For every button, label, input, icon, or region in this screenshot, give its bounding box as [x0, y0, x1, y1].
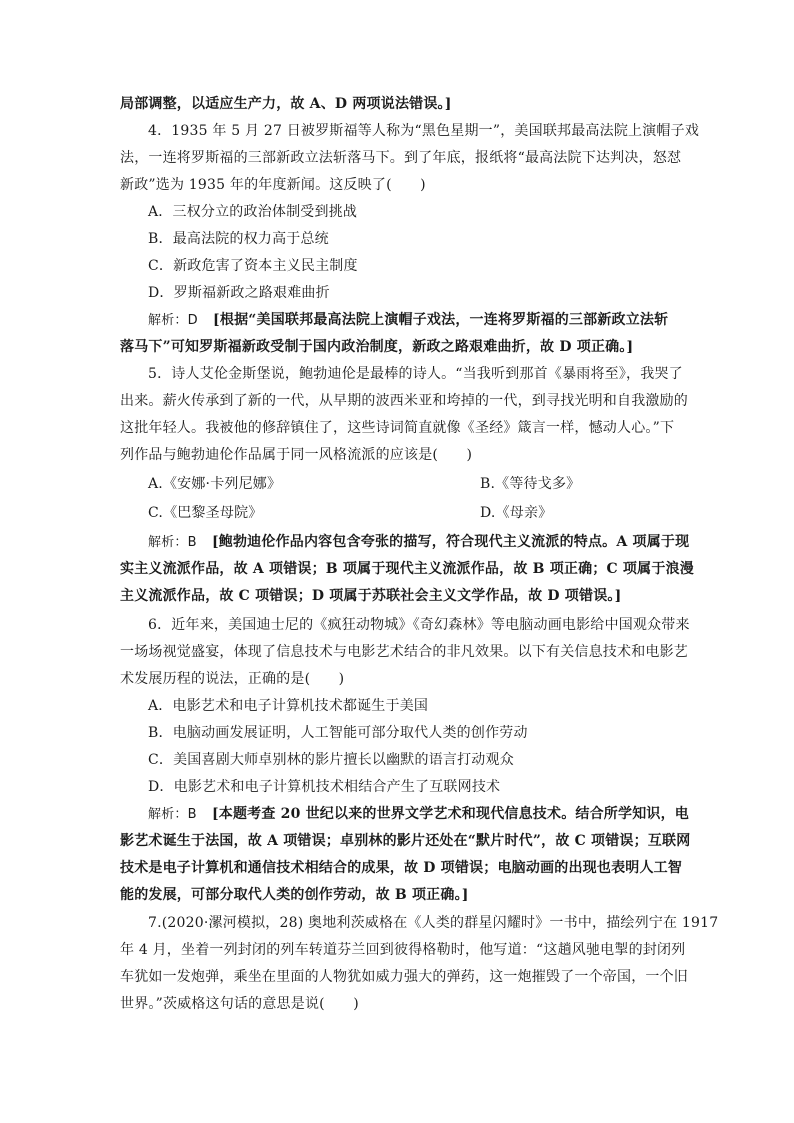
question-6-analysis-line4: 能的发展，可部分取代人类的创作劳动，故 B 项正确。] [120, 887, 469, 903]
question-6-option-b: B．电脑动画发展证明，人工智能可部分取代人类的创作劳动 [148, 725, 528, 741]
question-5-option-a: A.《安娜·卡列尼娜》 [148, 476, 282, 492]
question-4-option-c: C．新政危害了资本主义民主制度 [148, 258, 358, 274]
question-5-option-c: C.《巴黎圣母院》 [148, 505, 263, 521]
question-7-stem-line4: 世界。”茨威格这句话的意思是说( ) [120, 996, 359, 1012]
question-5-stem-line3: 这批年轻人。我被他的修辞镇住了，这些诗词简直就像《圣经》箴言一样，憾动人心。”下 [120, 420, 675, 436]
question-6-analysis-line2: 影艺术诞生于法国，故 A 项错误；卓别林的影片还处在“默片时代”，故 C 项错误；互联网 [120, 833, 691, 849]
question-4-stem-line2: 法，一连将罗斯福的三部新政立法斩落马下。到了年底，报纸将“最高法院下达判决，怒怼 [120, 150, 682, 166]
analysis-text: [本题考查 20 世纪以来的世界文学艺术和现代信息技术。结合所学知识，电 [211, 806, 690, 822]
question-5-stem-line4: 列作品与鲍勃迪伦作品属于同一风格流派的应该是( ) [120, 447, 473, 463]
question-6-analysis-line3: 技术是电子计算机和通信技术相结合的成果，故 D 项错误；电脑动画的出现也表明人工智 [120, 860, 683, 876]
question-5-analysis-line3: 主义流派作品，故 C 项错误；D 项属于苏联社会主义文学作品，故 D 项错误。] [120, 588, 622, 604]
question-5-stem-line2: 出来。薪火传承到了新的一代，从早期的波西米亚和垮掉的一代，到寻找光明和自我激励的 [120, 393, 688, 409]
analysis-text: [根据“美国联邦最高法院上演帽子戏法，一连将罗斯福的三部新政立法斩 [213, 312, 669, 328]
question-6-stem-line3: 术发展历程的说法，正确的是( ) [120, 671, 345, 687]
analysis-label: 解析：D [148, 313, 198, 328]
analysis-label: 解析：B [148, 807, 197, 822]
question-5-stem: 5．诗人艾伦金斯堡说，鲍勃迪伦是最棒的诗人。“当我听到那首《暴雨将至》，我哭了 [148, 366, 683, 382]
question-4-option-a: A．三权分立的政治体制受到挑战 [148, 204, 358, 220]
question-7-stem: 7.(2020·漯河模拟，28) 奥地利茨威格在《人类的群星闪耀时》一书中，描绘列宁在 1917 [148, 915, 719, 931]
question-5-analysis [148, 532, 690, 553]
question-4-analysis-line2: 落马下”可知罗斯福新政受制于国内政治制度，新政之路艰难曲折，故 D 项正确。] [120, 339, 634, 355]
question-6-option-d: D．电影艺术和电子计算机技术相结合产生了互联网技术 [148, 779, 501, 795]
analysis-label: 解析：B [148, 535, 197, 550]
question-4-option-d: D．罗斯福新政之路艰难曲折 [148, 285, 330, 301]
question-4-analysis [148, 310, 684, 331]
question-4-stem: 4．1935 年 5 月 27 日被罗斯福等人称为“黑色星期一”，美国联邦最高法院上演帽子戏 [148, 123, 700, 139]
question-5-option-b: B.《等待戈多》 [480, 476, 581, 492]
question-4-stem-line3: 新政”选为 1935 年的年度新闻。这反映了( ) [120, 177, 426, 193]
question-5-option-d: D.《母亲》 [480, 505, 553, 521]
question-4-option-b: B．最高法院的权力高于总统 [148, 231, 329, 247]
question-6-analysis [148, 804, 690, 825]
question-6-option-c: C．美国喜剧大师卓别林的影片擅长以幽默的语言打动观众 [148, 752, 514, 768]
analysis-text: [鲍勃迪伦作品内容包含夸张的描写，符合现代主义流派的特点。A 项属于现 [211, 534, 690, 550]
question-6-option-a: A．电影艺术和电子计算机技术都诞生于美国 [148, 698, 429, 714]
question-6-stem: 6．近年来，美国迪士尼的《疯狂动物城》《奇幻森林》等电脑动画电影给中国观众带来 [148, 617, 690, 633]
question-5-analysis-line2: 实主义流派作品，故 A 项错误；B 项属于现代主义流派作品，故 B 项正确；C 项属于浪漫 [120, 561, 694, 577]
question-6-stem-line2: 一场场视觉盛宴，体现了信息技术与电影艺术结合的非凡效果。以下有关信息技术和电影艺 [120, 644, 688, 660]
prev-analysis-tail: 局部调整，以适应生产力，故 A、D 两项说法错误。] [120, 96, 452, 112]
question-7-stem-line2: 年 4 月，坐着一列封闭的列车转道芬兰回到彼得格勒时，他写道：“这趟风驰电掣的封闭列 [120, 942, 686, 958]
question-7-stem-line3: 车犹如一发炮弹，乘坐在里面的人物犹如威力强大的弹药，这一炮摧毁了一个帝国，一个旧 [120, 969, 688, 985]
